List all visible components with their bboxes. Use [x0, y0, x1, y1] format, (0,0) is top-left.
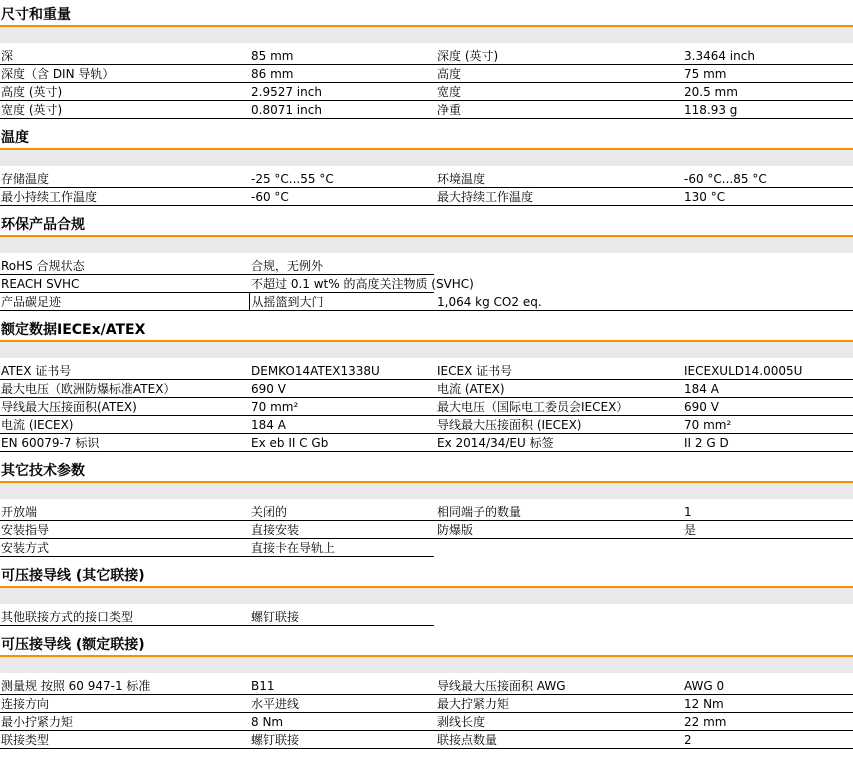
section-title: 可压接导线 (额定联接) — [0, 636, 853, 657]
spec-value: 85 mm — [249, 47, 434, 65]
spec-value-right: 20.5 mm — [683, 83, 853, 101]
spec-value-right: 是 — [683, 521, 853, 539]
section-title: 温度 — [0, 129, 853, 150]
section-band — [0, 657, 853, 673]
spec-label: 宽度 (英寸) — [0, 101, 249, 119]
spec-table — [0, 47, 853, 119]
spec-value: 不超过 0.1 wt% 的高度关注物质 (SVHC) — [249, 275, 434, 293]
spec-label: 开放端 — [0, 503, 249, 521]
spec-label: 测量规 按照 60 947-1 标准 — [0, 677, 249, 695]
section-title: 尺寸和重量 — [0, 6, 853, 27]
spec-section — [0, 6, 853, 119]
spec-section — [0, 216, 853, 311]
spec-label: 电流 (IECEX) — [0, 416, 249, 434]
spec-table — [0, 677, 853, 749]
spec-label-right: 导线最大压接面积 (IECEX) — [434, 416, 683, 434]
spec-label-right: 净重 — [434, 101, 683, 119]
spec-value-right — [683, 293, 853, 311]
spec-value-right: 184 A — [683, 380, 853, 398]
spec-label: 最小拧紧力矩 — [0, 713, 249, 731]
section-band — [0, 588, 853, 604]
spec-value-right — [683, 257, 853, 275]
spec-value-right: 22 mm — [683, 713, 853, 731]
spec-label: 安装指导 — [0, 521, 249, 539]
spec-row — [0, 416, 853, 434]
spec-label-right: 防爆版 — [434, 521, 683, 539]
section-title: 环保产品合规 — [0, 216, 853, 237]
spec-label-right: 高度 — [434, 65, 683, 83]
spec-label: 安装方式 — [0, 539, 249, 557]
spec-label: 存储温度 — [0, 170, 249, 188]
spec-row — [0, 677, 853, 695]
spec-value-right: 1 — [683, 503, 853, 521]
spec-value: 184 A — [249, 416, 434, 434]
spec-label: EN 60079-7 标识 — [0, 434, 249, 452]
spec-row — [0, 539, 853, 557]
spec-value: 70 mm² — [249, 398, 434, 416]
spec-value-right: 130 °C — [683, 188, 853, 206]
spec-label-right: 环境温度 — [434, 170, 683, 188]
spec-label-right: 最大持续工作温度 — [434, 188, 683, 206]
spec-row — [0, 362, 853, 380]
spec-row — [0, 83, 853, 101]
section-title: 可压接导线 (其它联接) — [0, 567, 853, 588]
spec-section — [0, 462, 853, 557]
spec-row — [0, 257, 853, 275]
spec-label-right: 相同端子的数量 — [434, 503, 683, 521]
spec-value: 从摇篮到大门 — [249, 293, 434, 311]
spec-section — [0, 567, 853, 626]
spec-label: 连接方向 — [0, 695, 249, 713]
spec-label-right: IECEX 证书号 — [434, 362, 683, 380]
spec-value: 合规，无例外 — [249, 257, 434, 275]
spec-label: 高度 (英寸) — [0, 83, 249, 101]
spec-label: 最大电压（欧洲防爆标准ATEX） — [0, 380, 249, 398]
spec-value-right: 75 mm — [683, 65, 853, 83]
spec-table — [0, 170, 853, 206]
spec-row — [0, 101, 853, 119]
spec-value-right: 3.3464 inch — [683, 47, 853, 65]
spec-label-right: 导线最大压接面积 AWG — [434, 677, 683, 695]
spec-row — [0, 398, 853, 416]
spec-row — [0, 731, 853, 749]
spec-label: RoHS 合规状态 — [0, 257, 249, 275]
spec-value: DEMKO14ATEX1338U — [249, 362, 434, 380]
spec-row — [0, 65, 853, 83]
spec-label: 深 — [0, 47, 249, 65]
spec-value: 8 Nm — [249, 713, 434, 731]
spec-value: 直接卡在导轨上 — [249, 539, 434, 557]
spec-value: 螺钉联接 — [249, 731, 434, 749]
spec-value: 水平进线 — [249, 695, 434, 713]
spec-row — [0, 608, 853, 626]
section-title: 额定数据IECEx/ATEX — [0, 321, 853, 342]
spec-section — [0, 636, 853, 749]
spec-label-right: 剥线长度 — [434, 713, 683, 731]
section-band — [0, 342, 853, 358]
spec-label: 导线最大压接面积(ATEX) — [0, 398, 249, 416]
spec-row — [0, 380, 853, 398]
spec-table — [0, 257, 853, 311]
spec-label: 联接类型 — [0, 731, 249, 749]
spec-label: 最小持续工作温度 — [0, 188, 249, 206]
spec-value-right: 118.93 g — [683, 101, 853, 119]
spec-value: 直接安装 — [249, 521, 434, 539]
spec-label: 产品碳足迹 — [0, 293, 249, 311]
spec-value-right: -60 °C...85 °C — [683, 170, 853, 188]
spec-row — [0, 434, 853, 452]
section-title: 其它技术参数 — [0, 462, 853, 483]
spec-value-right: II 2 G D — [683, 434, 853, 452]
spec-table — [0, 608, 853, 626]
spec-value-right — [683, 275, 853, 293]
spec-value-right: IECEXULD14.0005U — [683, 362, 853, 380]
section-band — [0, 27, 853, 43]
section-band — [0, 150, 853, 166]
spec-row — [0, 521, 853, 539]
spec-value: 690 V — [249, 380, 434, 398]
spec-label: REACH SVHC — [0, 275, 249, 293]
spec-label: 其他联接方式的接口类型 — [0, 608, 249, 626]
spec-label: ATEX 证书号 — [0, 362, 249, 380]
spec-row — [0, 188, 853, 206]
spec-label-right: 电流 (ATEX) — [434, 380, 683, 398]
spec-value-right: 70 mm² — [683, 416, 853, 434]
spec-value-right — [683, 608, 853, 626]
spec-label-right: 最大拧紧力矩 — [434, 695, 683, 713]
spec-value-right: 690 V — [683, 398, 853, 416]
spec-label-right — [434, 257, 683, 275]
spec-label: 深度（含 DIN 导轨） — [0, 65, 249, 83]
spec-value: -25 °C...55 °C — [249, 170, 434, 188]
spec-table — [0, 362, 853, 452]
spec-table — [0, 503, 853, 557]
spec-section — [0, 321, 853, 452]
spec-label-right — [434, 539, 683, 557]
spec-label-right: 1,064 kg CO2 eq. — [434, 293, 683, 311]
spec-label-right — [434, 608, 683, 626]
spec-row — [0, 695, 853, 713]
spec-row — [0, 293, 853, 311]
spec-value: 0.8071 inch — [249, 101, 434, 119]
spec-row — [0, 713, 853, 731]
spec-value: 螺钉联接 — [249, 608, 434, 626]
spec-value-right: AWG 0 — [683, 677, 853, 695]
spec-label-right: 最大电压（国际电工委员会IECEX） — [434, 398, 683, 416]
spec-label-right: 宽度 — [434, 83, 683, 101]
spec-value: 86 mm — [249, 65, 434, 83]
spec-value: Ex eb II C Gb — [249, 434, 434, 452]
spec-value: -60 °C — [249, 188, 434, 206]
spec-row — [0, 275, 853, 293]
spec-value-right: 2 — [683, 731, 853, 749]
spec-value: B11 — [249, 677, 434, 695]
spec-label-right: 深度 (英寸) — [434, 47, 683, 65]
spec-value-right — [683, 539, 853, 557]
spec-label-right: 联接点数量 — [434, 731, 683, 749]
spec-row — [0, 47, 853, 65]
spec-value: 关闭的 — [249, 503, 434, 521]
section-band — [0, 483, 853, 499]
spec-row — [0, 170, 853, 188]
spec-value-right: 12 Nm — [683, 695, 853, 713]
spec-section — [0, 129, 853, 206]
section-band — [0, 237, 853, 253]
spec-row — [0, 503, 853, 521]
spec-label-right: Ex 2014/34/EU 标签 — [434, 434, 683, 452]
spec-value: 2.9527 inch — [249, 83, 434, 101]
